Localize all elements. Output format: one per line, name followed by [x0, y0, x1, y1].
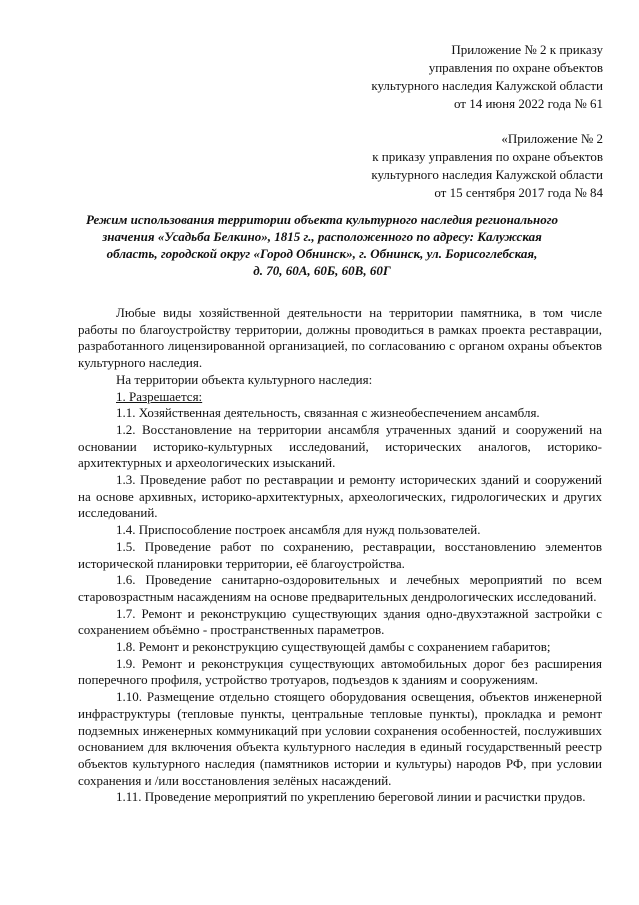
title-line: Режим использования территории объекта культурного наследия регионального	[85, 212, 559, 227]
appendix-previous-line: «Приложение № 2	[501, 131, 603, 146]
title-line: д. 70, 60А, 60Б, 60В, 60Г	[253, 263, 391, 278]
appendix-previous-header	[371, 130, 603, 202]
clause-1-10: 1.10. Размещение отдельно стоящего оборудования освещения, объектов инженерной инфраструктуры (тепловые пункты, центральные тепловые пункты), прокладка и ремонт подземных инженерных коммуникаций при условии сохранения особенностей, послуживших основанием для включения объекта культурного наследия в единый государственный реестр объектов культурного наследия (памятников истории и культуры) народов РФ, при условии сохранения и /или восстановления зелёных насаждений.	[78, 689, 602, 788]
clause-1-9: 1.9. Ремонт и реконструкция существующих автомобильных дорог без расширения поперечного профиля, устройство тротуаров, подъездов к зданиям и сооружениям.	[78, 655, 602, 688]
clause-1-5: 1.5. Проведение работ по сохранению, реставрации, восстановлению элементов исторической планировки территории, её благоустройства.	[78, 538, 602, 571]
document-body	[78, 305, 602, 806]
appendix-current-header	[371, 41, 603, 113]
document-title	[80, 211, 564, 279]
appendix-current-line: Приложение № 2 к приказу	[451, 42, 603, 57]
appendix-previous-line: от 15 сентября 2017 года № 84	[434, 185, 603, 200]
appendix-previous-line: к приказу управления по охране объектов	[372, 149, 603, 164]
title-line: значения «Усадьба Белкино», 1815 г., расположенного по адресу: Калужская	[102, 229, 542, 244]
appendix-previous-line: культурного наследия Калужской области	[371, 167, 603, 182]
clause-1-3: 1.3. Проведение работ по реставрации и ремонту исторических зданий и сооружений на основе архивных, историко-архитектурных, археологических, гидрологических и других исследований.	[78, 472, 602, 521]
title-line: область, городской округ «Город Обнинск», г. Обнинск, ул. Борисоглебская,	[106, 246, 538, 261]
clause-1-11: 1.11. Проведение мероприятий по укреплению береговой линии и расчистки прудов.	[116, 789, 586, 805]
allowed-heading	[78, 389, 602, 406]
appendix-current-line: управления по охране объектов	[428, 60, 603, 75]
intro-paragraph: Любые виды хозяйственной деятельности на территории памятника, в том числе работы по благоустройству территории, должны проводиться в рамках проекта реставрации, разработанного лицензированной организацией, по согласованию с органом охраны объектов культурного наследия.	[78, 305, 602, 371]
appendix-current-line: культурного наследия Калужской области	[371, 78, 603, 93]
appendix-current-line: от 14 июня 2022 года № 61	[453, 96, 603, 111]
clause-1-4: 1.4. Приспособление построек ансамбля для нужд пользователей.	[116, 522, 481, 538]
allowed-heading-text: 1. Разрешается:	[116, 388, 203, 404]
clause-1-1: 1.1. Хозяйственная деятельность, связанная с жизнеобеспечением ансамбля.	[116, 405, 540, 421]
clause-1-6: 1.6. Проведение санитарно-оздоровительных и лечебных мероприятий по всем старовозрастным насаждениям на основе предварительных дендрологических исследований.	[78, 572, 602, 604]
territory-paragraph: На территории объекта культурного наследия:	[116, 371, 373, 387]
clause-1-8: 1.8. Ремонт и реконструкцию существующей дамбы с сохранением габаритов;	[116, 639, 551, 655]
clause-1-7: 1.7. Ремонт и реконструкцию существующих здания одно-двухэтажной застройки с сохранением объёмно - пространственных параметров.	[78, 605, 602, 638]
clause-1-2: 1.2. Восстановление на территории ансамбля утраченных зданий и сооружений на основании историко-культурных исследований, исторических аналогов, историко-архитектурных и археологических изысканий.	[78, 421, 602, 471]
